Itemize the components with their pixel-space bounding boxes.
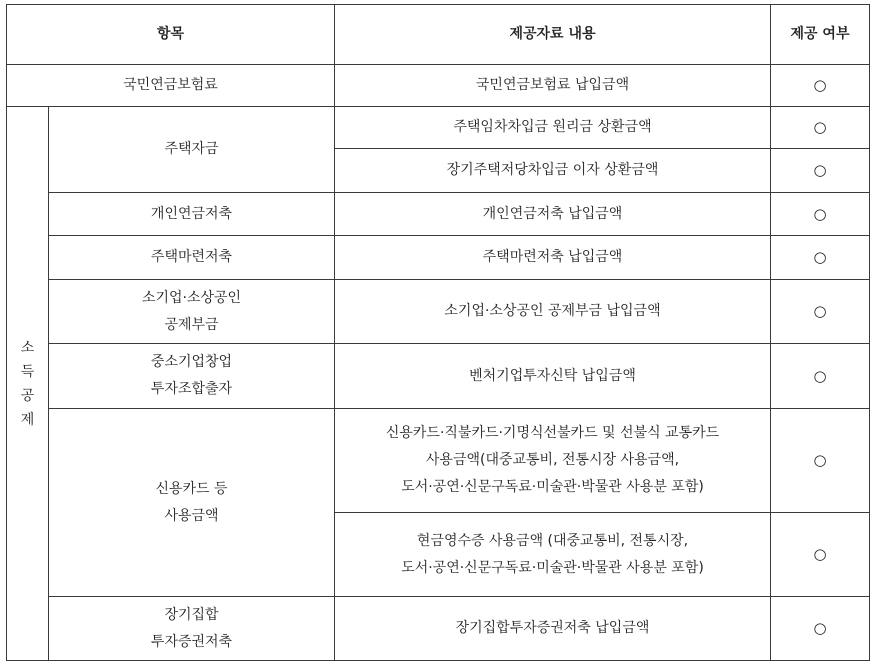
row-item xyxy=(49,597,335,661)
row-item xyxy=(49,280,335,344)
header-row xyxy=(7,5,870,65)
row-item-line: 신용카드 등 xyxy=(155,480,228,497)
row-content: 개인연금저축 납입금액 xyxy=(335,193,771,236)
row-item: 주택자금 xyxy=(49,107,335,193)
row-item-line: 장기집합 xyxy=(164,606,219,623)
group-label-income-deduction xyxy=(7,107,49,661)
provided-mark: ○ xyxy=(771,149,870,193)
table-row xyxy=(7,193,870,236)
table-row xyxy=(7,65,870,107)
table-row xyxy=(7,236,870,280)
row-content: 주택마련저축 납입금액 xyxy=(335,236,771,280)
table-row xyxy=(7,280,870,344)
provided-mark: ○ xyxy=(771,236,870,280)
header-item: 항목 xyxy=(7,5,335,65)
row-item-line: 투자조합출자 xyxy=(150,381,233,397)
group-label-char: 득 xyxy=(20,363,35,380)
row-item-line: 사용금액 xyxy=(164,507,219,524)
row-content-line: 신용카드·직불카드·기명식선불카드 및 선불식 교통카드 xyxy=(385,425,720,441)
row-item-line: 투자증권저축 xyxy=(150,633,233,650)
group-label-char: 제 xyxy=(20,411,35,428)
header-provided: 제공 여부 xyxy=(771,5,870,65)
row-item xyxy=(49,344,335,409)
row-content: 장기집합투자증권저축 납입금액 xyxy=(335,597,771,661)
table-row xyxy=(7,597,870,661)
row-item xyxy=(49,409,335,597)
row-item-line: 중소기업창업 xyxy=(150,354,233,370)
row-content-line: 사용금액(대중교통비, 전통시장 사용금액, xyxy=(425,452,680,468)
row-item: 주택마련저축 xyxy=(49,236,335,280)
table-row xyxy=(7,107,870,149)
table-row xyxy=(7,409,870,513)
table-row xyxy=(7,344,870,409)
row-content-line: 도서·공연·신문구독료·미술관·박물관 사용분 포함) xyxy=(401,559,704,576)
row-item: 국민연금보험료 xyxy=(7,65,335,107)
row-item: 개인연금저축 xyxy=(49,193,335,236)
row-content xyxy=(335,513,771,597)
row-content: 소기업·소상공인 공제부금 납입금액 xyxy=(335,280,771,344)
provided-mark: ○ xyxy=(771,597,870,661)
row-content: 주택임차차입금 원리금 상환금액 xyxy=(335,107,771,149)
provided-mark: ○ xyxy=(771,193,870,236)
provided-mark: ○ xyxy=(771,344,870,409)
deduction-data-table xyxy=(6,4,870,661)
provided-mark: ○ xyxy=(771,513,870,597)
row-content-line: 도서·공연·신문구독료·미술관·박물관 사용분 포함) xyxy=(401,479,704,495)
group-label-char: 공 xyxy=(20,387,35,404)
row-content-line: 현금영수증 사용금액 (대중교통비, 전통시장, xyxy=(416,532,689,549)
row-content xyxy=(335,409,771,513)
row-item-line: 소기업·소상공인 xyxy=(141,289,242,306)
group-label-char: 소 xyxy=(20,339,35,356)
provided-mark: ○ xyxy=(771,409,870,513)
row-content: 장기주택저당차입금 이자 상환금액 xyxy=(335,149,771,193)
row-content: 국민연금보험료 납입금액 xyxy=(335,65,771,107)
row-item-line: 공제부금 xyxy=(164,316,219,333)
row-content: 벤처기업투자신탁 납입금액 xyxy=(335,344,771,409)
provided-mark: ○ xyxy=(771,280,870,344)
provided-mark: ○ xyxy=(771,107,870,149)
provided-mark: ○ xyxy=(771,65,870,107)
header-content: 제공자료 내용 xyxy=(335,5,771,65)
